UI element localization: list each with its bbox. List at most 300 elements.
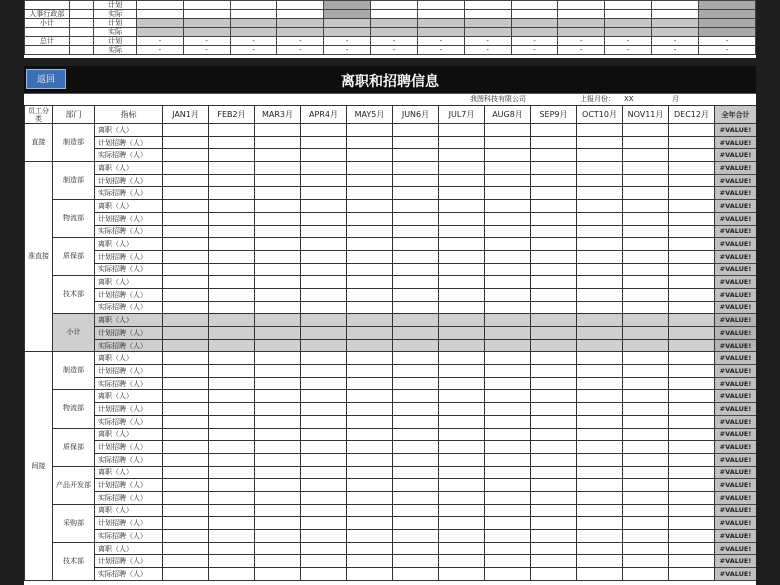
month-input-cell[interactable] xyxy=(301,517,347,530)
month-input-cell[interactable] xyxy=(255,212,301,225)
month-input-cell[interactable] xyxy=(531,542,577,555)
month-input-cell[interactable] xyxy=(669,174,715,187)
month-input-cell[interactable] xyxy=(347,301,393,314)
month-input-cell[interactable] xyxy=(531,124,577,137)
month-input-cell[interactable] xyxy=(209,263,255,276)
month-input-cell[interactable] xyxy=(485,504,531,517)
month-input-cell[interactable] xyxy=(439,276,485,289)
month-input-cell[interactable] xyxy=(163,517,209,530)
month-input-cell[interactable] xyxy=(347,136,393,149)
month-input-cell[interactable] xyxy=(623,162,669,175)
month-input-cell[interactable] xyxy=(439,149,485,162)
summary-cell[interactable]: - xyxy=(324,46,371,55)
month-input-cell[interactable] xyxy=(393,504,439,517)
summary-cell[interactable] xyxy=(417,19,464,28)
month-input-cell[interactable] xyxy=(163,377,209,390)
month-input-cell[interactable] xyxy=(623,212,669,225)
month-input-cell[interactable] xyxy=(623,517,669,530)
summary-cell[interactable] xyxy=(183,19,230,28)
month-input-cell[interactable] xyxy=(669,466,715,479)
summary-cell[interactable]: - xyxy=(183,37,230,46)
month-input-cell[interactable] xyxy=(347,174,393,187)
summary-cell[interactable]: - xyxy=(417,46,464,55)
month-input-cell[interactable] xyxy=(163,365,209,378)
month-input-cell[interactable] xyxy=(301,542,347,555)
summary-cell[interactable] xyxy=(324,19,371,28)
month-input-cell[interactable] xyxy=(577,301,623,314)
month-input-cell[interactable] xyxy=(347,568,393,581)
month-input-cell[interactable] xyxy=(347,365,393,378)
month-input-cell[interactable] xyxy=(531,327,577,340)
summary-cell[interactable]: - xyxy=(464,37,511,46)
month-input-cell[interactable] xyxy=(439,428,485,441)
month-input-cell[interactable] xyxy=(623,327,669,340)
month-input-cell[interactable] xyxy=(255,225,301,238)
month-input-cell[interactable] xyxy=(301,124,347,137)
month-input-cell[interactable] xyxy=(393,314,439,327)
month-input-cell[interactable] xyxy=(439,288,485,301)
month-input-cell[interactable] xyxy=(347,212,393,225)
summary-cell[interactable] xyxy=(183,1,230,10)
month-input-cell[interactable] xyxy=(393,542,439,555)
month-input-cell[interactable] xyxy=(439,352,485,365)
month-input-cell[interactable] xyxy=(163,225,209,238)
summary-cell[interactable] xyxy=(652,19,699,28)
month-input-cell[interactable] xyxy=(209,390,255,403)
month-input-cell[interactable] xyxy=(393,200,439,213)
month-input-cell[interactable] xyxy=(669,542,715,555)
summary-cell[interactable] xyxy=(183,10,230,19)
month-input-cell[interactable] xyxy=(577,377,623,390)
month-input-cell[interactable] xyxy=(531,403,577,416)
month-input-cell[interactable] xyxy=(531,352,577,365)
month-input-cell[interactable] xyxy=(439,327,485,340)
month-input-cell[interactable] xyxy=(255,542,301,555)
month-input-cell[interactable] xyxy=(301,301,347,314)
summary-cell[interactable] xyxy=(230,19,277,28)
month-input-cell[interactable] xyxy=(669,212,715,225)
month-input-cell[interactable] xyxy=(209,149,255,162)
month-input-cell[interactable] xyxy=(255,301,301,314)
month-input-cell[interactable] xyxy=(393,327,439,340)
month-input-cell[interactable] xyxy=(209,288,255,301)
month-input-cell[interactable] xyxy=(255,187,301,200)
month-input-cell[interactable] xyxy=(209,212,255,225)
month-input-cell[interactable] xyxy=(531,453,577,466)
month-input-cell[interactable] xyxy=(163,504,209,517)
month-input-cell[interactable] xyxy=(301,212,347,225)
summary-cell[interactable] xyxy=(652,10,699,19)
month-input-cell[interactable] xyxy=(255,263,301,276)
month-input-cell[interactable] xyxy=(393,263,439,276)
summary-cell[interactable]: - xyxy=(652,46,699,55)
summary-cell[interactable] xyxy=(371,10,418,19)
month-input-cell[interactable] xyxy=(255,238,301,251)
month-input-cell[interactable] xyxy=(301,238,347,251)
month-input-cell[interactable] xyxy=(393,288,439,301)
summary-cell[interactable] xyxy=(511,1,558,10)
month-input-cell[interactable] xyxy=(301,149,347,162)
month-input-cell[interactable] xyxy=(255,428,301,441)
month-input-cell[interactable] xyxy=(623,288,669,301)
month-input-cell[interactable] xyxy=(485,491,531,504)
month-input-cell[interactable] xyxy=(393,517,439,530)
month-input-cell[interactable] xyxy=(163,136,209,149)
summary-cell[interactable] xyxy=(464,19,511,28)
month-input-cell[interactable] xyxy=(301,390,347,403)
summary-cell[interactable] xyxy=(558,10,605,19)
summary-cell[interactable] xyxy=(371,28,418,37)
month-input-cell[interactable] xyxy=(577,276,623,289)
month-input-cell[interactable] xyxy=(255,174,301,187)
month-input-cell[interactable] xyxy=(485,390,531,403)
summary-cell[interactable] xyxy=(277,10,324,19)
month-input-cell[interactable] xyxy=(439,555,485,568)
month-input-cell[interactable] xyxy=(163,352,209,365)
month-input-cell[interactable] xyxy=(209,352,255,365)
summary-cell[interactable]: - xyxy=(183,46,230,55)
month-input-cell[interactable] xyxy=(623,479,669,492)
month-input-cell[interactable] xyxy=(577,238,623,251)
month-input-cell[interactable] xyxy=(669,238,715,251)
month-input-cell[interactable] xyxy=(485,428,531,441)
month-input-cell[interactable] xyxy=(347,390,393,403)
month-input-cell[interactable] xyxy=(669,479,715,492)
month-input-cell[interactable] xyxy=(577,162,623,175)
month-input-cell[interactable] xyxy=(439,212,485,225)
month-input-cell[interactable] xyxy=(623,276,669,289)
month-input-cell[interactable] xyxy=(669,250,715,263)
month-input-cell[interactable] xyxy=(393,555,439,568)
month-input-cell[interactable] xyxy=(255,276,301,289)
month-input-cell[interactable] xyxy=(577,327,623,340)
month-input-cell[interactable] xyxy=(669,149,715,162)
month-input-cell[interactable] xyxy=(347,263,393,276)
month-input-cell[interactable] xyxy=(485,555,531,568)
month-input-cell[interactable] xyxy=(393,568,439,581)
month-input-cell[interactable] xyxy=(301,288,347,301)
month-input-cell[interactable] xyxy=(577,263,623,276)
month-input-cell[interactable] xyxy=(301,568,347,581)
summary-cell[interactable]: - xyxy=(652,37,699,46)
month-input-cell[interactable] xyxy=(347,149,393,162)
month-input-cell[interactable] xyxy=(669,504,715,517)
month-input-cell[interactable] xyxy=(485,568,531,581)
month-input-cell[interactable] xyxy=(577,225,623,238)
month-input-cell[interactable] xyxy=(623,314,669,327)
month-input-cell[interactable] xyxy=(485,377,531,390)
month-input-cell[interactable] xyxy=(439,136,485,149)
month-input-cell[interactable] xyxy=(347,124,393,137)
month-input-cell[interactable] xyxy=(669,263,715,276)
month-input-cell[interactable] xyxy=(255,365,301,378)
month-input-cell[interactable] xyxy=(623,491,669,504)
month-input-cell[interactable] xyxy=(531,517,577,530)
month-input-cell[interactable] xyxy=(669,377,715,390)
month-input-cell[interactable] xyxy=(163,301,209,314)
month-input-cell[interactable] xyxy=(255,453,301,466)
summary-cell[interactable]: - xyxy=(511,37,558,46)
month-input-cell[interactable] xyxy=(393,162,439,175)
month-input-cell[interactable] xyxy=(255,415,301,428)
month-input-cell[interactable] xyxy=(439,200,485,213)
month-input-cell[interactable] xyxy=(255,250,301,263)
month-input-cell[interactable] xyxy=(255,530,301,543)
summary-cell[interactable]: - xyxy=(605,46,652,55)
month-input-cell[interactable] xyxy=(531,365,577,378)
month-input-cell[interactable] xyxy=(485,288,531,301)
month-input-cell[interactable] xyxy=(209,136,255,149)
month-input-cell[interactable] xyxy=(301,263,347,276)
summary-cell[interactable] xyxy=(558,1,605,10)
month-input-cell[interactable] xyxy=(485,301,531,314)
month-input-cell[interactable] xyxy=(347,479,393,492)
month-input-cell[interactable] xyxy=(623,136,669,149)
month-input-cell[interactable] xyxy=(623,187,669,200)
month-input-cell[interactable] xyxy=(669,276,715,289)
month-input-cell[interactable] xyxy=(209,365,255,378)
month-input-cell[interactable] xyxy=(255,466,301,479)
month-input-cell[interactable] xyxy=(623,238,669,251)
month-input-cell[interactable] xyxy=(669,162,715,175)
month-input-cell[interactable] xyxy=(347,339,393,352)
summary-cell[interactable]: - xyxy=(417,37,464,46)
month-input-cell[interactable] xyxy=(577,504,623,517)
month-input-cell[interactable] xyxy=(393,339,439,352)
month-input-cell[interactable] xyxy=(485,479,531,492)
month-input-cell[interactable] xyxy=(439,504,485,517)
month-input-cell[interactable] xyxy=(393,187,439,200)
month-input-cell[interactable] xyxy=(439,568,485,581)
month-input-cell[interactable] xyxy=(163,568,209,581)
month-input-cell[interactable] xyxy=(623,390,669,403)
month-input-cell[interactable] xyxy=(439,225,485,238)
month-input-cell[interactable] xyxy=(531,568,577,581)
month-input-cell[interactable] xyxy=(485,187,531,200)
month-input-cell[interactable] xyxy=(485,238,531,251)
month-input-cell[interactable] xyxy=(623,555,669,568)
month-input-cell[interactable] xyxy=(393,428,439,441)
month-input-cell[interactable] xyxy=(531,149,577,162)
month-input-cell[interactable] xyxy=(669,124,715,137)
month-input-cell[interactable] xyxy=(623,504,669,517)
summary-cell[interactable]: - xyxy=(277,37,324,46)
month-input-cell[interactable] xyxy=(255,288,301,301)
summary-cell[interactable]: - xyxy=(230,37,277,46)
month-input-cell[interactable] xyxy=(347,238,393,251)
month-input-cell[interactable] xyxy=(669,301,715,314)
month-input-cell[interactable] xyxy=(485,314,531,327)
summary-cell[interactable] xyxy=(417,1,464,10)
month-input-cell[interactable] xyxy=(669,555,715,568)
month-input-cell[interactable] xyxy=(577,453,623,466)
month-input-cell[interactable] xyxy=(301,466,347,479)
summary-cell[interactable]: - xyxy=(371,46,418,55)
month-input-cell[interactable] xyxy=(209,162,255,175)
month-input-cell[interactable] xyxy=(393,377,439,390)
month-input-cell[interactable] xyxy=(163,479,209,492)
month-input-cell[interactable] xyxy=(485,174,531,187)
summary-cell[interactable] xyxy=(230,10,277,19)
month-input-cell[interactable] xyxy=(485,339,531,352)
month-input-cell[interactable] xyxy=(577,555,623,568)
month-input-cell[interactable] xyxy=(577,491,623,504)
month-input-cell[interactable] xyxy=(393,466,439,479)
month-input-cell[interactable] xyxy=(163,288,209,301)
month-input-cell[interactable] xyxy=(531,250,577,263)
month-input-cell[interactable] xyxy=(347,288,393,301)
month-input-cell[interactable] xyxy=(393,225,439,238)
summary-cell[interactable] xyxy=(324,28,371,37)
month-input-cell[interactable] xyxy=(669,517,715,530)
month-input-cell[interactable] xyxy=(163,428,209,441)
month-input-cell[interactable] xyxy=(393,530,439,543)
month-input-cell[interactable] xyxy=(531,415,577,428)
month-input-cell[interactable] xyxy=(255,555,301,568)
month-input-cell[interactable] xyxy=(439,314,485,327)
summary-cell[interactable] xyxy=(136,10,183,19)
month-input-cell[interactable] xyxy=(347,441,393,454)
month-input-cell[interactable] xyxy=(393,136,439,149)
month-input-cell[interactable] xyxy=(301,530,347,543)
month-input-cell[interactable] xyxy=(485,263,531,276)
month-input-cell[interactable] xyxy=(255,352,301,365)
summary-cell[interactable] xyxy=(230,28,277,37)
summary-cell[interactable] xyxy=(511,28,558,37)
month-input-cell[interactable] xyxy=(163,212,209,225)
month-input-cell[interactable] xyxy=(163,250,209,263)
month-input-cell[interactable] xyxy=(623,263,669,276)
month-input-cell[interactable] xyxy=(301,415,347,428)
month-input-cell[interactable] xyxy=(255,390,301,403)
month-input-cell[interactable] xyxy=(577,339,623,352)
month-input-cell[interactable] xyxy=(577,314,623,327)
month-input-cell[interactable] xyxy=(531,466,577,479)
report-month-value[interactable]: XX xyxy=(624,95,634,103)
summary-cell[interactable]: - xyxy=(511,46,558,55)
month-input-cell[interactable] xyxy=(623,124,669,137)
month-input-cell[interactable] xyxy=(623,149,669,162)
summary-cell[interactable] xyxy=(511,19,558,28)
month-input-cell[interactable] xyxy=(577,136,623,149)
month-input-cell[interactable] xyxy=(439,530,485,543)
month-input-cell[interactable] xyxy=(347,187,393,200)
month-input-cell[interactable] xyxy=(347,555,393,568)
summary-cell[interactable] xyxy=(605,28,652,37)
month-input-cell[interactable] xyxy=(347,377,393,390)
month-input-cell[interactable] xyxy=(669,327,715,340)
month-input-cell[interactable] xyxy=(439,441,485,454)
month-input-cell[interactable] xyxy=(439,301,485,314)
summary-cell[interactable] xyxy=(605,19,652,28)
month-input-cell[interactable] xyxy=(347,314,393,327)
month-input-cell[interactable] xyxy=(623,174,669,187)
month-input-cell[interactable] xyxy=(255,517,301,530)
month-input-cell[interactable] xyxy=(669,200,715,213)
month-input-cell[interactable] xyxy=(301,441,347,454)
month-input-cell[interactable] xyxy=(669,403,715,416)
month-input-cell[interactable] xyxy=(301,555,347,568)
month-input-cell[interactable] xyxy=(347,276,393,289)
month-input-cell[interactable] xyxy=(577,390,623,403)
month-input-cell[interactable] xyxy=(255,149,301,162)
month-input-cell[interactable] xyxy=(485,453,531,466)
month-input-cell[interactable] xyxy=(531,276,577,289)
month-input-cell[interactable] xyxy=(623,568,669,581)
month-input-cell[interactable] xyxy=(393,174,439,187)
month-input-cell[interactable] xyxy=(531,441,577,454)
month-input-cell[interactable] xyxy=(577,365,623,378)
month-input-cell[interactable] xyxy=(623,377,669,390)
month-input-cell[interactable] xyxy=(209,542,255,555)
summary-cell[interactable] xyxy=(417,10,464,19)
month-input-cell[interactable] xyxy=(485,200,531,213)
summary-cell[interactable] xyxy=(277,1,324,10)
month-input-cell[interactable] xyxy=(531,390,577,403)
month-input-cell[interactable] xyxy=(301,225,347,238)
month-input-cell[interactable] xyxy=(485,542,531,555)
month-input-cell[interactable] xyxy=(439,542,485,555)
month-input-cell[interactable] xyxy=(393,390,439,403)
summary-cell[interactable]: - xyxy=(230,46,277,55)
month-input-cell[interactable] xyxy=(531,238,577,251)
month-input-cell[interactable] xyxy=(347,504,393,517)
month-input-cell[interactable] xyxy=(623,225,669,238)
month-input-cell[interactable] xyxy=(209,466,255,479)
month-input-cell[interactable] xyxy=(531,377,577,390)
month-input-cell[interactable] xyxy=(623,453,669,466)
month-input-cell[interactable] xyxy=(577,530,623,543)
month-input-cell[interactable] xyxy=(393,491,439,504)
month-input-cell[interactable] xyxy=(669,225,715,238)
month-input-cell[interactable] xyxy=(669,390,715,403)
month-input-cell[interactable] xyxy=(577,288,623,301)
month-input-cell[interactable] xyxy=(347,428,393,441)
month-input-cell[interactable] xyxy=(577,352,623,365)
month-input-cell[interactable] xyxy=(485,162,531,175)
month-input-cell[interactable] xyxy=(669,339,715,352)
month-input-cell[interactable] xyxy=(255,479,301,492)
month-input-cell[interactable] xyxy=(347,225,393,238)
month-input-cell[interactable] xyxy=(485,212,531,225)
month-input-cell[interactable] xyxy=(485,517,531,530)
month-input-cell[interactable] xyxy=(301,136,347,149)
month-input-cell[interactable] xyxy=(577,517,623,530)
month-input-cell[interactable] xyxy=(439,377,485,390)
month-input-cell[interactable] xyxy=(577,200,623,213)
month-input-cell[interactable] xyxy=(347,415,393,428)
month-input-cell[interactable] xyxy=(209,124,255,137)
month-input-cell[interactable] xyxy=(577,568,623,581)
month-input-cell[interactable] xyxy=(531,504,577,517)
month-input-cell[interactable] xyxy=(347,530,393,543)
month-input-cell[interactable] xyxy=(393,403,439,416)
month-input-cell[interactable] xyxy=(163,530,209,543)
month-input-cell[interactable] xyxy=(439,415,485,428)
month-input-cell[interactable] xyxy=(209,491,255,504)
month-input-cell[interactable] xyxy=(577,479,623,492)
month-input-cell[interactable] xyxy=(347,517,393,530)
month-input-cell[interactable] xyxy=(577,149,623,162)
month-input-cell[interactable] xyxy=(163,491,209,504)
month-input-cell[interactable] xyxy=(485,415,531,428)
month-input-cell[interactable] xyxy=(485,124,531,137)
month-input-cell[interactable] xyxy=(255,441,301,454)
summary-cell[interactable] xyxy=(464,28,511,37)
month-input-cell[interactable] xyxy=(669,187,715,200)
month-input-cell[interactable] xyxy=(255,124,301,137)
month-input-cell[interactable] xyxy=(347,542,393,555)
